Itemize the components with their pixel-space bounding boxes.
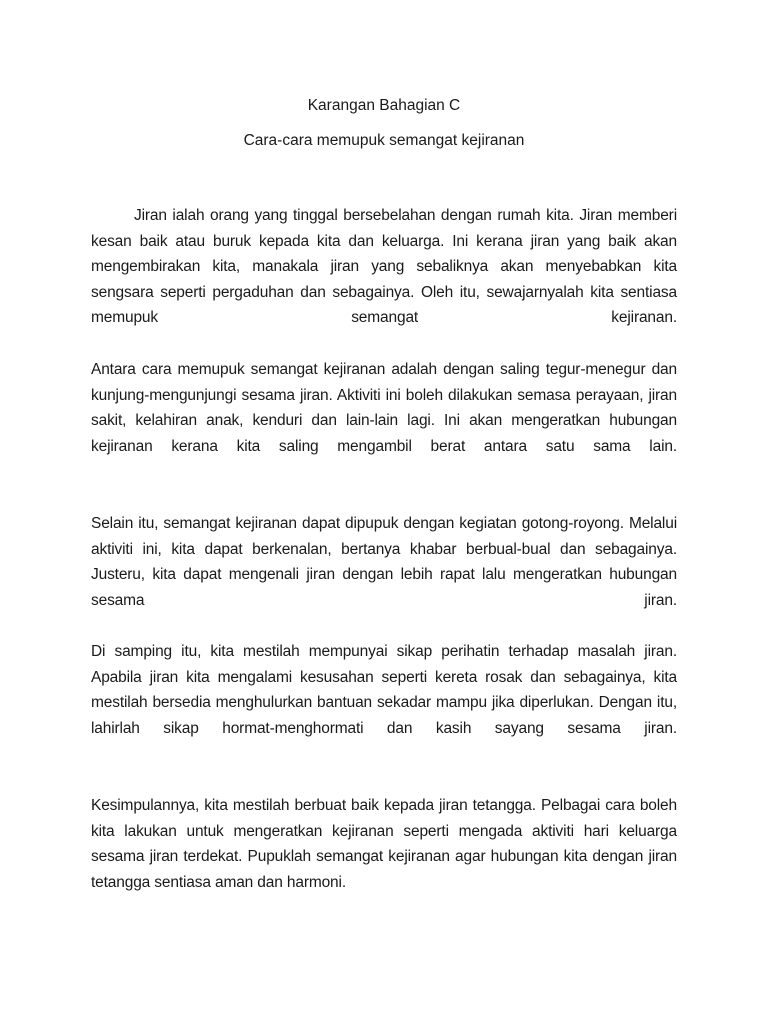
paragraph-introduction: Jiran ialah orang yang tinggal bersebelahan dengan rumah kita. Jiran memberi kesan baik atau buruk kepada kita dan keluarga. Ini kerana jiran yang baik akan mengembirakan kita, manakala jiran yang sebaliknya akan menyebabkan kita sengsara seperti pergaduhan dan sebagainya. Oleh itu, sewajarnyalah kita sentiasa memupuk semangat kejiranan. — [91, 207, 677, 327]
document-title: Karangan Bahagian C — [307, 97, 461, 114]
paragraph-body-1: Antara cara memupuk semangat kejiranan adalah dengan saling tegur-menegur dan kunjung-mengunjungi sesama jiran. Aktiviti ini boleh dilakukan semasa perayaan, jiran sakit, kelahiran anak, kenduri dan lain-lain lagi. Ini akan mengeratkan hubungan kejiranan kerana kita saling mengambil berat antara satu sama lain. — [91, 361, 677, 455]
document-subtitle: Cara-cara memupuk semangat kejiranan — [243, 132, 525, 149]
paragraph-body-3: Di samping itu, kita mestilah mempunyai sikap perihatin terhadap masalah jiran. Apabila jiran kita mengalami kesusahan seperti kereta rosak dan sebagainya, kita mestilah bersedia menghulurkan bantuan sekadar mampu jika diperlukan. Dengan itu, lahirlah sikap hormat-menghormati dan kasih sayang sesama jiran. — [91, 643, 677, 737]
paragraph-conclusion: Kesimpulannya, kita mestilah berbuat baik kepada jiran tetangga. Pelbagai cara boleh kita lakukan untuk mengeratkan kejiranan seperti mengada aktiviti hari keluarga sesama jiran terdekat. Pupuklah semangat kejiranan agar hubungan kita dengan jiran tetangga sentiasa aman dan harmoni. — [91, 797, 677, 891]
paragraph-body-2: Selain itu, semangat kejiranan dapat dipupuk dengan kegiatan gotong-royong. Melalui aktiviti ini, kita dapat berkenalan, bertanya khabar berbual-bual dan sebagainya. Justeru, kita dapat mengenali jiran dengan lebih rapat lalu mengeratkan hubungan sesama jiran. — [91, 515, 677, 609]
